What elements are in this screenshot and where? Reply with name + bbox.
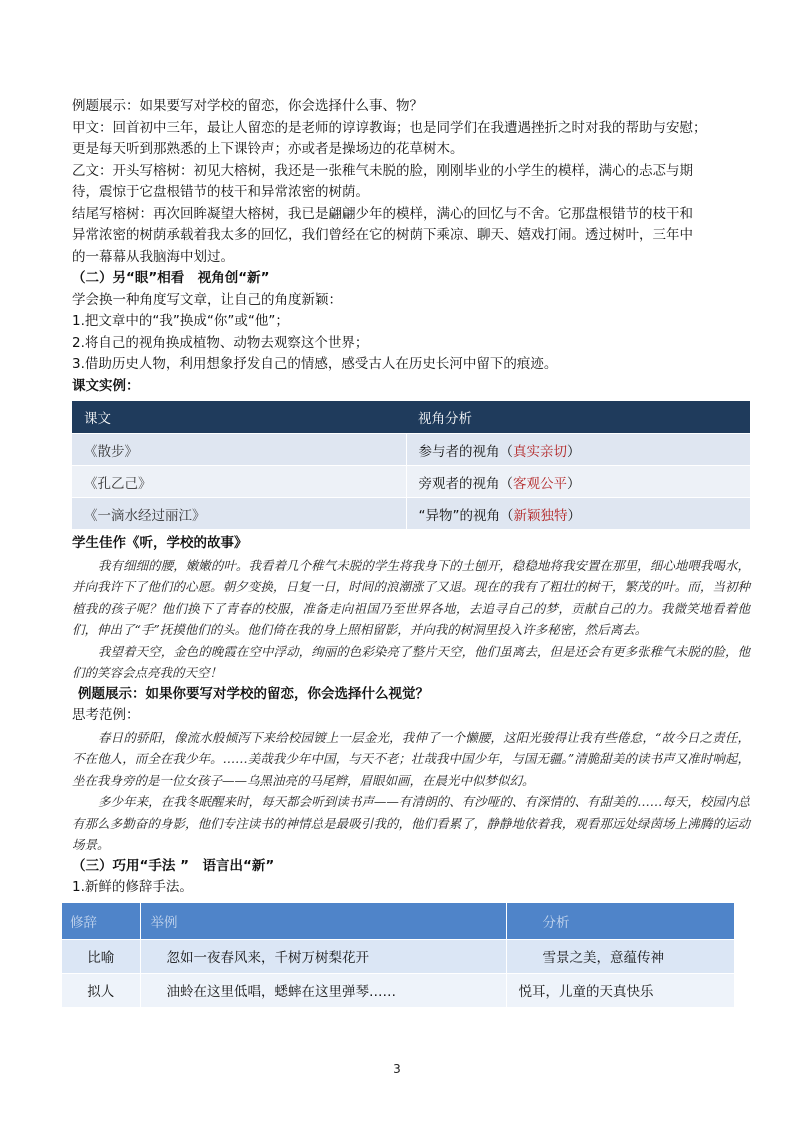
section-3-sub: 1.新鲜的修辞手法。: [72, 879, 193, 895]
section-2-heading: （二）另“眼”相看 视角创“新”: [72, 270, 270, 286]
table-row: [72, 466, 750, 498]
device-name: 比喻: [62, 939, 140, 973]
table-row: [72, 434, 750, 466]
text-b-line-2: 待，震惊于它盘根错节的枝干和异常浓密的树荫。: [72, 184, 369, 200]
table-row: [72, 498, 750, 530]
row-text: 《一滴水经过丽江》: [72, 498, 406, 530]
header-device: 修辞: [62, 903, 140, 940]
device-example: 油蛉在这里低唱，蟋蟀在这里弹琴……: [140, 973, 506, 1007]
ending-line-2: 异常浓密的树荫承载着我太多的回忆，我们曾经在它的树荫下乘凉、聊天、嬉戏打闹。透过树叶，三年中: [72, 227, 693, 243]
row-analysis: [406, 466, 750, 498]
header-text: 课文: [72, 401, 406, 434]
text-b-line-1: 乙文：开头写榕树：初见大榕树，我还是一张稚气未脱的脸，刚刚毕业的小学生的模样，满心的忐忑与期: [72, 162, 693, 179]
row-text: 《散步》: [72, 434, 406, 466]
ending-line-3: 的一幕幕从我脑海中划过。: [72, 248, 234, 265]
example-paragraph-2: 多少年来，在我冬眠醒来时，每天都会听到读书声——有清朗的、有沙哑的、有深情的、有甜美的……每天，校园内总有那么多勤奋的身影，他们专注读书的神情总是最吸引我的，他们看累了，静静地依着我，观看那远处绿茵场上沸腾的运动场景。: [72, 794, 750, 852]
examples-label: 课文实例：: [72, 377, 140, 394]
example-question: 例题展示：如果要写对学校的留恋，你会选择什么事、物？: [72, 98, 423, 114]
analysis-prefix: 旁观者的视角（: [418, 475, 513, 492]
analysis-prefix: 参与者的视角（: [418, 443, 513, 460]
row-text: 《孔乙己》: [72, 466, 406, 498]
page-number: 3: [393, 1062, 401, 1076]
table-row: [62, 939, 734, 973]
device-name: 拟人: [62, 973, 140, 1007]
section-3-heading: （三）巧用“手法 ” 语言出“新”: [72, 857, 275, 874]
header-analysis: 视角分析: [406, 401, 750, 434]
analysis-highlight: 新颖独特: [513, 507, 568, 524]
analysis-suffix: ）: [567, 475, 581, 492]
header-example: 举例: [140, 903, 506, 940]
header-analysis: 分析: [506, 903, 734, 940]
row-analysis: [406, 498, 750, 530]
row-analysis: [406, 434, 750, 466]
page-content: [72, 96, 750, 1008]
example-2-question: 例题展示：如果你要写对学校的留恋，你会选择什么视觉？: [78, 685, 429, 702]
text-a-line-1: 甲文：回首初中三年，最让人留恋的是老师的谆谆教诲；也是同学们在我遭遇挫折之时对我的帮助与安慰；: [72, 119, 707, 136]
analysis-suffix: ）: [567, 507, 581, 524]
table-header-row: [72, 401, 750, 434]
thinking-example-label: 思考范例：: [72, 707, 140, 723]
essay-paragraph-2: 我望着天空，金色的晚霞在空中浮动，绚丽的色彩染亮了整片天空，他们虽离去，但是还会有更多张稚气未脱的脸，他们的笑容会点亮我的天空！: [72, 643, 750, 680]
table-row: [62, 973, 734, 1007]
section-2-intro: 学会换一种角度写文章，让自己的角度新颖：: [72, 291, 342, 308]
device-analysis: 悦耳，儿童的天真快乐: [506, 973, 734, 1007]
essay-title: 学生佳作《听，学校的故事》: [72, 535, 248, 551]
text-a-line-2: 更是每天听到那熟悉的上下课铃声；亦或者是操场边的花草树木。: [72, 141, 464, 157]
ending-line-1: 结尾写榕树：再次回眸凝望大榕树，我已是翩翩少年的模样，满心的回忆与不舍。它那盘根错节的枝干和: [72, 205, 693, 222]
analysis-suffix: ）: [567, 443, 581, 460]
device-analysis: 雪景之美，意蕴传神: [506, 939, 734, 973]
analysis-highlight: 真实亲切: [513, 443, 567, 460]
essay-paragraph-1: 我有细细的腰，嫩嫩的叶。我看着几个稚气未脱的学生将我身下的土刨开，稳稳地将我安置在那里，细心地喂我喝水，并向我许下了他们的心愿。朝夕变换，日复一日，时间的浪潮涨了又退。现在的我有了粗壮的树干，繁茂的叶。而，当初种植我的孩子呢？他们换下了青春的校服，准备走向祖国乃至世界各地，去追寻自己的梦，贡献自己的力。我微笑地看着他们，伸出了“手”抚摸他们的头。他们倚在我的身上照相留影，并向我的树洞里投入许多秘密，然后离去。: [72, 557, 750, 637]
analysis-highlight: 客观公平: [513, 475, 567, 492]
tip-1: 1.把文章中的“我”换成“你”或“他”；: [72, 313, 289, 329]
analysis-prefix: “异物”的视角（: [418, 507, 514, 524]
rhetoric-table: [62, 903, 734, 1008]
device-example: 忽如一夜春风来，千树万树梨花开: [140, 939, 506, 973]
table-header-row: [62, 903, 734, 940]
tip-3: 3.借助历史人物，利用想象抒发自己的情感，感受古人在历史长河中留下的痕迹。: [72, 356, 558, 372]
tip-2: 2.将自己的视角换成植物、动物去观察这个世界；: [72, 334, 369, 351]
example-paragraph-1: 春日的骄阳，像流水般倾泻下来给校园镀上一层金光，我伸了一个懒腰，这阳光骏得让我有些倦怠，“故今日之责任，不在他人，而全在我少年。……美哉我少年中国，与天不老；壮哉我中国少年，与国无疆。”清脆甜美的读书声又准时响起，坐在我身旁的是一位女孩子——乌黑油亮的马尾辫，眉眼如画，在晨光中似梦似幻。: [72, 729, 750, 788]
perspective-table: [72, 401, 750, 530]
